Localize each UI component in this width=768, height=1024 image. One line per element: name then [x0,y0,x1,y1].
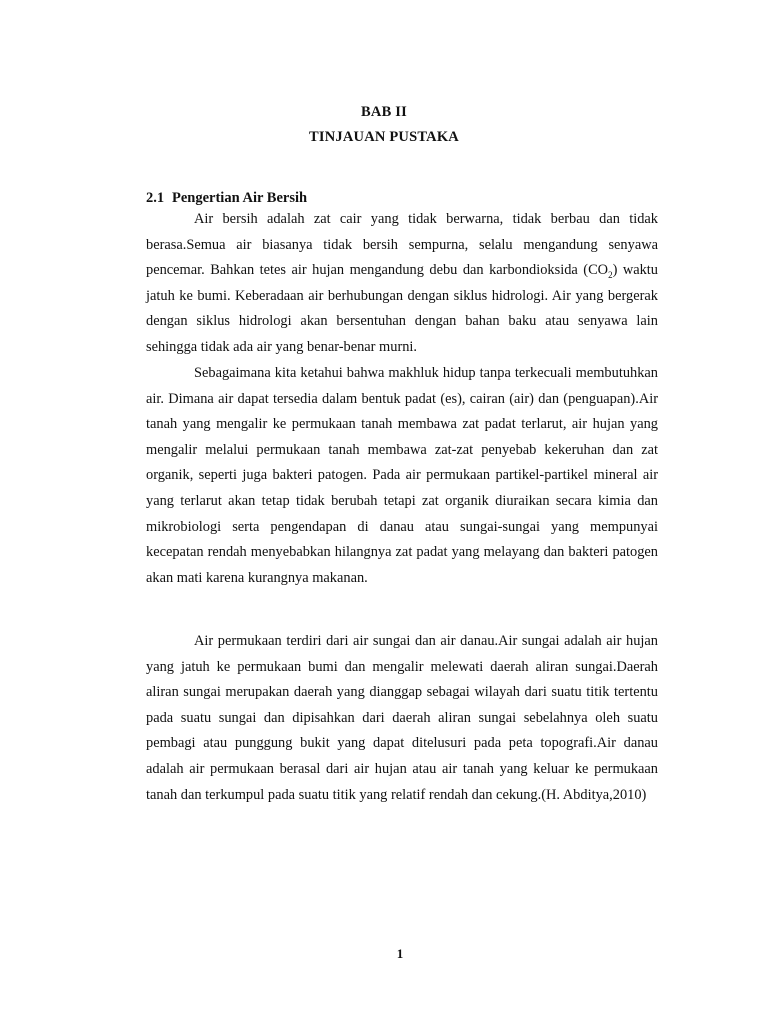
section-heading [146,190,307,207]
page-number: 1 [396,946,404,961]
chapter-title: TINJAUAN PUSTAKA [309,129,459,145]
paragraph-1-text-end: ) waktu jatuh ke bumi. Keberadaan air berhubungan dengan siklus hidrologi. Air yang bergerak dengan siklus hidrologi akan bersentuhan dengan bahan baku atau senyawa lain sehingga tidak ada air yang benar-benar murni. [146,262,658,355]
paragraph-1-text-start: Air bersih adalah zat cair yang tidak berwarna, tidak berbau dan tidak berasa.Semua air biasanya tidak bersih sempurna, selalu mengandung senyawa pencemar. Bahkan tetes air hujan mengandung debu dan karbondioksida (CO [146,211,658,279]
paragraph-3-text: Air permukaan terdiri dari air sungai dan air danau.Air sungai adalah air hujan yang jatuh ke permukaan bumi dan mengalir melewati daerah aliran sungai.Daerah aliran sungai merupakan daerah yang dianggap sebagai wilayah dari suatu titik tertentu pada suatu sungai dan dipisahkan dari daerah aliran sungai sebelahnya oleh suatu pembagi atau punggung bukit yang dapat ditelusuri pada peta topografi.Air danau adalah air permukaan berasal dari air hujan atau air tanah yang keluar ke permukaan tanah dan terkumpul pada suatu titik yang relatif rendah dan cekung.(H. Abditya,2010) [146,633,658,803]
chapter-heading: BAB II [361,104,407,120]
section-number: 2.1 [146,190,165,206]
paragraph-1 [146,207,658,361]
paragraph-3 [146,629,658,808]
section-title: Pengertian Air Bersih [172,190,308,206]
co2-subscript: 2 [608,270,613,281]
paragraph-2 [146,361,658,591]
paragraph-2-text: Sebagaimana kita ketahui bahwa makhluk hidup tanpa terkecuali membutuhkan air. Dimana air dapat tersedia dalam bentuk padat (es), cairan (air) dan (penguapan).Air tanah yang mengalir ke permukaan tanah membawa zat padat terlarut, air hujan yang mengalir melalui permukaan tanah membawa zat-zat penyebab kekeruhan dan zat organik, seperti juga bakteri patogen. Pada air permukaan partikel-partikel mineral air yang terlarut akan tetap tidak berubah tetapi zat organik diuraikan secara kimia dan mikrobiologi serta pengendapan di danau atau sungai-sungai yang mempunyai kecepatan rendah menyebabkan hilangnya zat padat yang melayang dan bakteri patogen akan mati karena kurangnya makanan. [146,365,658,586]
